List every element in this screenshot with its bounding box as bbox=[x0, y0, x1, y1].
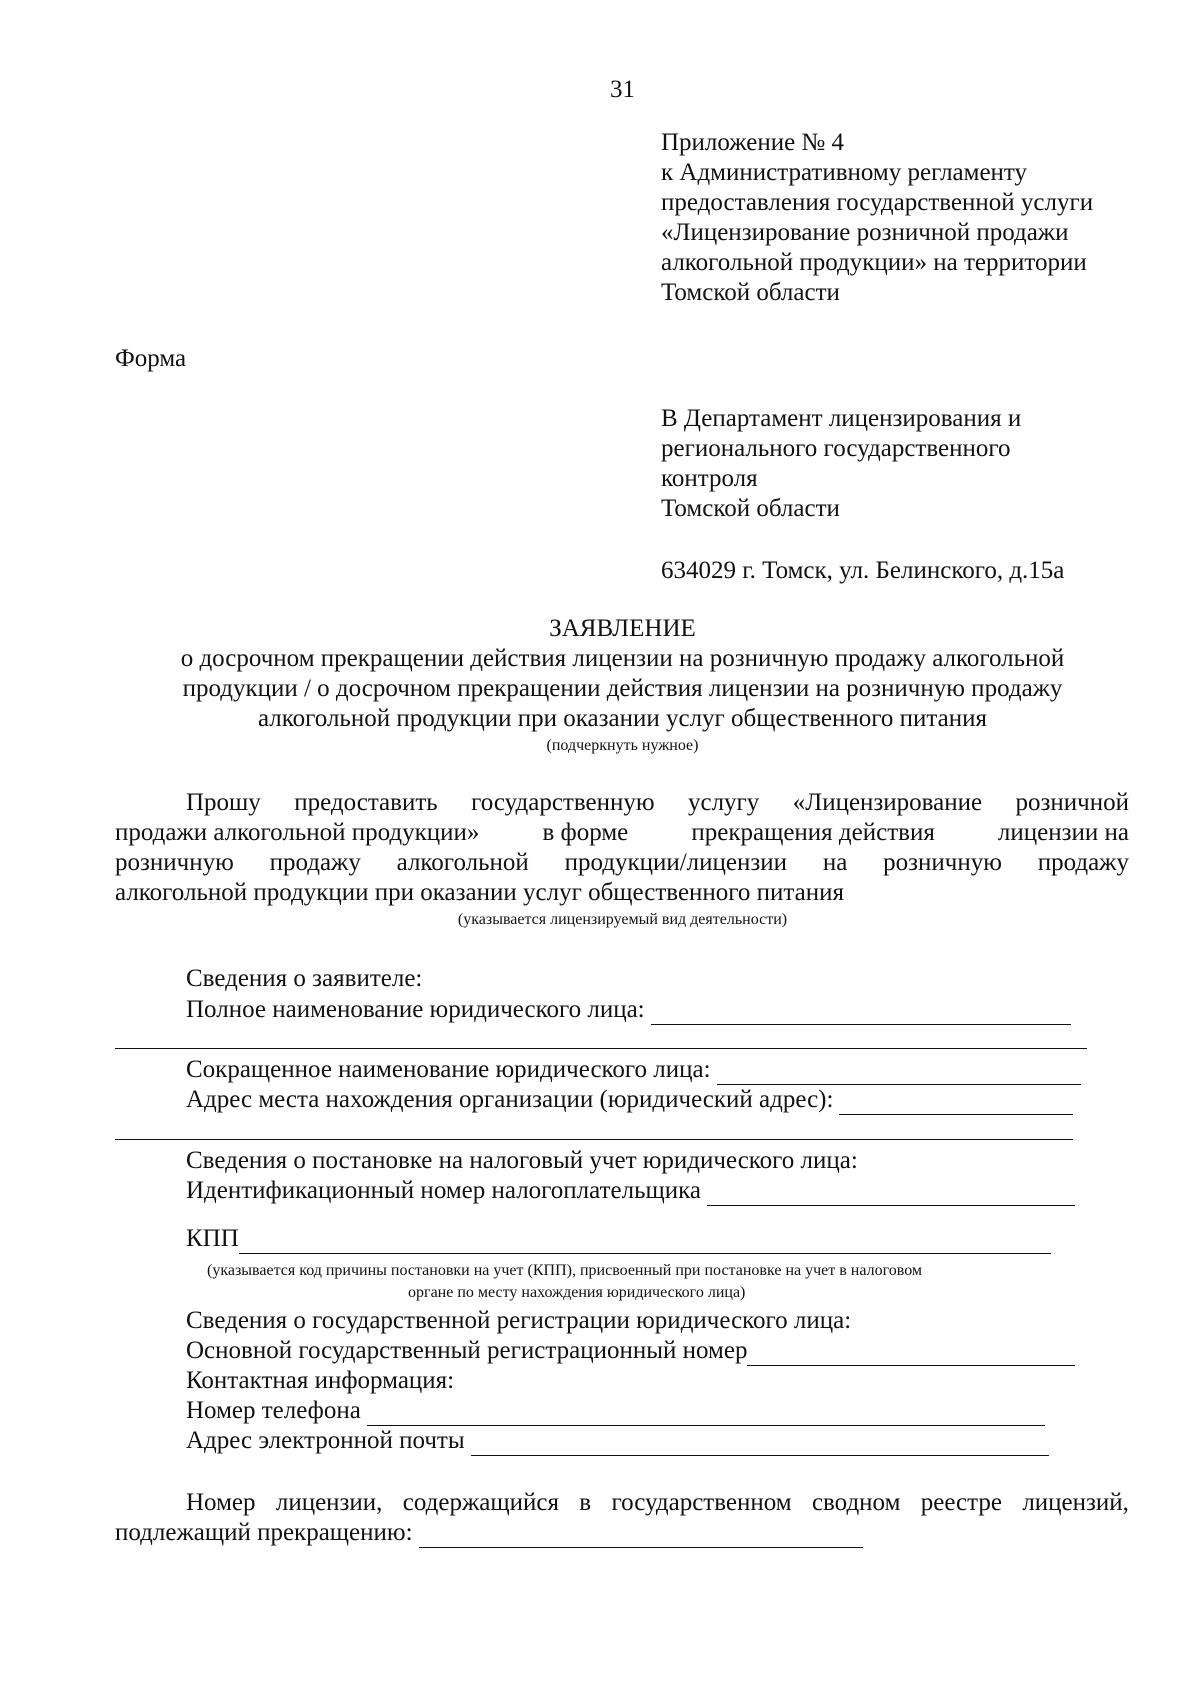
license-number-field[interactable] bbox=[419, 1523, 863, 1548]
contact-heading: Контактная информация: bbox=[186, 1367, 455, 1394]
phone-row bbox=[186, 1396, 1045, 1426]
document-subtitle bbox=[0, 644, 1200, 734]
ogrn-field[interactable] bbox=[747, 1341, 1075, 1366]
addressee-address: 634029 г. Томск, ул. Белинского, д.15а bbox=[661, 557, 1065, 584]
word: услугу bbox=[687, 789, 760, 816]
inn-label: Идентификационный номер налогоплательщика bbox=[186, 1177, 702, 1204]
license-number-row bbox=[115, 1518, 863, 1548]
word: Номер bbox=[186, 1489, 256, 1516]
addressee-line: В Департамент лицензирования и bbox=[661, 405, 1022, 432]
annex-line: Томской области bbox=[661, 279, 840, 306]
kpp-field[interactable] bbox=[239, 1229, 1051, 1254]
word: сводном bbox=[811, 1489, 901, 1516]
subtitle-line: продукции / о досрочном прекращении действия лицензии на розничную продажу bbox=[182, 675, 1063, 702]
legal-address-field[interactable] bbox=[839, 1090, 1073, 1115]
document-title: ЗАЯВЛЕНИЕ bbox=[549, 615, 696, 642]
request-line-1 bbox=[186, 788, 1129, 818]
page-number: 31 bbox=[610, 76, 635, 103]
word: продажу bbox=[1037, 849, 1129, 876]
word: государственном bbox=[611, 1489, 792, 1516]
word: продажи алкогольной продукции» bbox=[115, 819, 480, 846]
legal-address-row bbox=[186, 1085, 1073, 1115]
kpp-row bbox=[186, 1224, 1051, 1254]
annex-block bbox=[661, 128, 1093, 308]
inn-field[interactable] bbox=[707, 1181, 1075, 1206]
request-note: (указывается лицензируемый вид деятельности) bbox=[457, 911, 788, 928]
word: лицензии, bbox=[275, 1489, 383, 1516]
word: лицензии на bbox=[997, 819, 1129, 846]
ogrn-row bbox=[186, 1336, 1075, 1366]
annex-line: предоставления государственной услуги bbox=[661, 189, 1094, 216]
annex-line: алкогольной продукции» на территории bbox=[661, 249, 1087, 276]
kpp-label: КПП bbox=[186, 1225, 239, 1252]
email-label: Адрес электронной почты bbox=[186, 1427, 465, 1454]
word: алкогольной bbox=[396, 849, 529, 876]
request-line-3 bbox=[115, 848, 1129, 878]
tax-heading: Сведения о постановке на налоговый учет юридического лица: bbox=[186, 1147, 858, 1174]
word: розничную bbox=[115, 849, 234, 876]
license-number-label: подлежащий прекращению: bbox=[115, 1519, 413, 1546]
word: прекращения действия bbox=[691, 819, 935, 846]
kpp-note-line: (указывается код причины постановки на учет (КПП), присвоенный при постановке на учет в налоговом bbox=[207, 1262, 923, 1279]
word: на bbox=[822, 849, 848, 876]
word: Прошу bbox=[186, 789, 261, 816]
word: розничной bbox=[1015, 789, 1129, 816]
full-name-field[interactable] bbox=[651, 1000, 1071, 1025]
annex-line: Приложение № 4 bbox=[661, 129, 845, 156]
subtitle-line: о досрочном прекращении действия лицензии на розничную продажу алкогольной bbox=[180, 645, 1065, 672]
legal-address-field-continuation[interactable] bbox=[115, 1139, 1073, 1140]
request-line-4: алкогольной продукции при оказании услуг общественного питания bbox=[115, 879, 845, 906]
full-name-label: Полное наименование юридического лица: bbox=[186, 996, 645, 1023]
phone-label: Номер телефона bbox=[186, 1397, 361, 1424]
annex-line: «Лицензирование розничной продажи bbox=[661, 219, 1069, 246]
ogrn-label: Основной государственный регистрационный номер bbox=[186, 1337, 748, 1364]
word: «Лицензирование bbox=[792, 789, 983, 816]
subtitle-note: (подчеркнуть нужное) bbox=[546, 737, 699, 754]
word: реестре bbox=[920, 1489, 1002, 1516]
subtitle-line: алкогольной продукции при оказании услуг общественного питания bbox=[257, 705, 988, 732]
email-field[interactable] bbox=[471, 1431, 1049, 1456]
request-line-2 bbox=[115, 818, 1129, 848]
short-name-field[interactable] bbox=[717, 1060, 1081, 1085]
kpp-note-line: органе по месту нахождения юридического лица) bbox=[408, 1284, 746, 1301]
phone-field[interactable] bbox=[367, 1401, 1045, 1426]
addressee-line: контроля bbox=[661, 465, 758, 492]
word: продукции/лицензии bbox=[564, 849, 788, 876]
word: лицензий, bbox=[1022, 1489, 1129, 1516]
word: в bbox=[579, 1489, 592, 1516]
registration-heading: Сведения о государственной регистрации юридического лица: bbox=[186, 1307, 852, 1334]
word: государственную bbox=[471, 789, 655, 816]
form-label: Форма bbox=[115, 345, 187, 372]
addressee-line: Томской области bbox=[661, 495, 840, 522]
addressee-block bbox=[661, 404, 1021, 524]
word: продажу bbox=[269, 849, 361, 876]
annex-line: к Административному регламенту bbox=[661, 159, 1028, 186]
inn-row bbox=[186, 1176, 1075, 1206]
short-name-row bbox=[186, 1055, 1081, 1085]
legal-address-label: Адрес места нахождения организации (юридический адрес): bbox=[186, 1086, 834, 1113]
word: в форме bbox=[542, 819, 629, 846]
applicant-heading: Сведения о заявителе: bbox=[186, 965, 423, 992]
license-line-1 bbox=[186, 1488, 1129, 1518]
full-name-row bbox=[186, 995, 1071, 1025]
email-row bbox=[186, 1426, 1049, 1456]
word: содержащийся bbox=[402, 1489, 559, 1516]
full-name-field-continuation[interactable] bbox=[115, 1048, 1087, 1049]
word: розничную bbox=[883, 849, 1002, 876]
short-name-label: Сокращенное наименование юридического лица: bbox=[186, 1056, 711, 1083]
addressee-line: регионального государственного bbox=[661, 435, 1011, 462]
word: предоставить bbox=[294, 789, 438, 816]
